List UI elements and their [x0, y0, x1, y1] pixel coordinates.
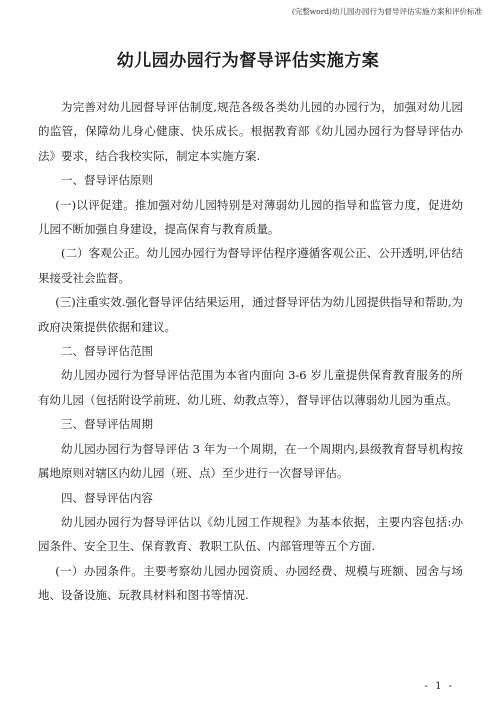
- content-paragraph: 幼儿园办园行为督导评估以《幼儿园工作规程》为基本依据，主要内容包括:办园条件、安全卫生、保育教育、教职工队伍、内部管理等五个方面.: [38, 514, 463, 554]
- header-note: (完整word)幼儿园办园行为督导评估实施方案和评价标准: [291, 7, 482, 16]
- document-body: [38, 95, 463, 608]
- principle-item-2: (二）客观公正。幼儿园办园行为督导评估程序遵循客观公正、公开透明,评估结果接受社会监督。: [38, 246, 463, 285]
- intro-paragraph: 为完善对幼儿园督导评估制度,规范各级各类幼儿园的办园行为，加强对幼儿园的监管，保障幼儿身心健康、快乐成长。根据教育部《幼儿园办园行为督导评估办法》要求，结合我校实际，制定本实施方案.: [38, 100, 463, 163]
- scope-paragraph: 幼儿园办园行为督导评估范围为本省内面向 3-6 岁儿童提供保育教育服务的所有幼儿园（包括附设学前班、幼儿班、幼教点等），督导评估以薄弱幼儿园为重点。: [38, 368, 463, 407]
- section-heading-scope: 二、督导评估范围: [61, 344, 153, 359]
- principle-item-1: (一)以评促建。推加强对幼儿园特别是对薄弱幼儿园的指导和监管力度，促进幼儿园不断加强自身建设，提高保育与教育质量。: [38, 197, 463, 237]
- section-heading-principles: 一、督导评估原则: [61, 173, 153, 188]
- page-number: - 1 -: [424, 681, 454, 692]
- cycle-paragraph: 幼儿园办园行为督导评估 3 年为一个周期，在一个周期内,县级教育督导机构按属地原则对辖区内幼儿园（班、点）至少进行一次督导评估。: [38, 441, 463, 481]
- section-heading-cycle: 三、督导评估周期: [61, 417, 153, 432]
- section-heading-content: 四、督导评估内容: [61, 490, 153, 505]
- content-item-1: (一）办园条件。主要考察幼儿园办园资质、办园经费、规模与班额、园舍与场地、设备设施、玩教具材料和图书等情况.: [38, 563, 463, 603]
- principle-item-3: (三)注重实效.强化督导评估结果运用，通过督导评估为幼儿园提供指导和帮助,为政府决策提供依据和建议。: [38, 295, 463, 334]
- document-title: 幼儿园办园行为督导评估实施方案: [116, 51, 380, 71]
